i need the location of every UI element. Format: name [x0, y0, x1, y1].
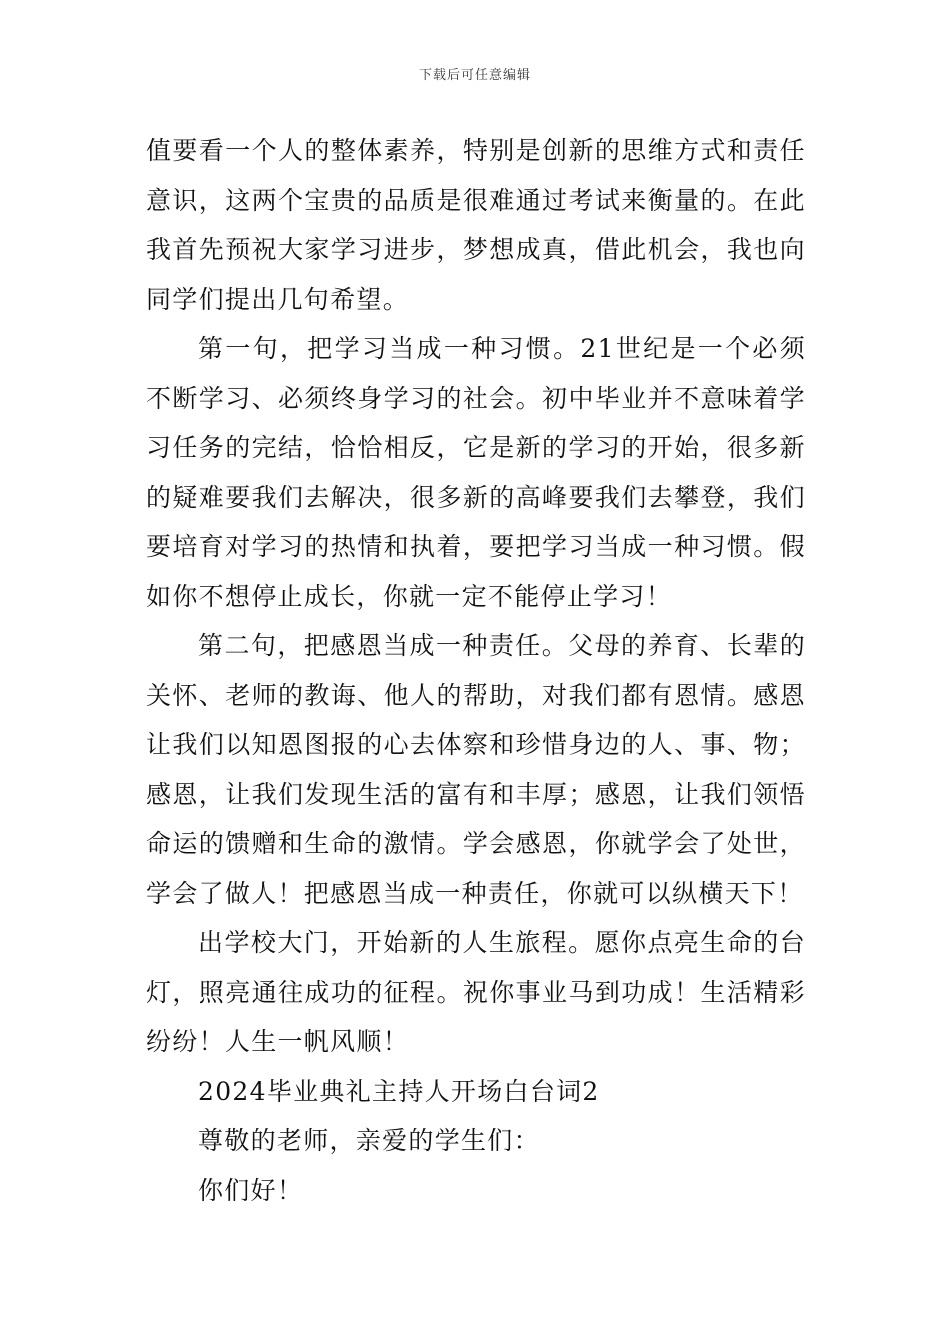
greeting: 你们好！ — [198, 1175, 304, 1205]
section-title: 2024毕业典礼主持人开场白台词2 — [198, 1076, 600, 1106]
salutation: 尊敬的老师，亲爱的学生们： — [198, 1126, 540, 1155]
document-body — [146, 126, 806, 1215]
page-header-note: 下载后可任意编辑 — [418, 68, 531, 83]
paragraph-learning-habit: 第一句，把学习当成一种习惯。21世纪是一个必须不断学习、必须终身学习的社会。初中毕业并不意味着学习任务的完结，恰恰相反，它是新的学习的开始，很多新的疑难要我们去解决，很多新的高峰要我们去攀登，我们要培育对学习的热情和执着，要把学习当成一种习惯。假如你不想停止成长，你就一定不能停止学习！ — [146, 334, 806, 611]
paragraph-blessing: 出学校大门，开始新的人生旅程。愿你点亮生命的台灯，照亮通往成功的征程。祝你事业马到功成！生活精彩纷纷！人生一帆风顺！ — [146, 928, 806, 1056]
paragraph-gratitude: 第二句，把感恩当成一种责任。父母的养育、长辈的关怀、老师的教诲、他人的帮助，对我们都有恩情。感恩让我们以知恩图报的心去体察和珍惜身边的人、事、物；感恩，让我们发现生活的富有和丰厚；感恩，让我们领悟命运的馈赠和生命的激情。学会感恩，你就学会了处世，学会了做人！把感恩当成一种责任，你就可以纵横天下！ — [146, 631, 806, 908]
paragraph-continuation: 值要看一个人的整体素养，特别是创新的思维方式和责任意识，这两个宝贵的品质是很难通过考试来衡量的。在此我首先预祝大家学习进步，梦想成真，借此机会，我也向同学们提出几句希望。 — [146, 136, 806, 314]
